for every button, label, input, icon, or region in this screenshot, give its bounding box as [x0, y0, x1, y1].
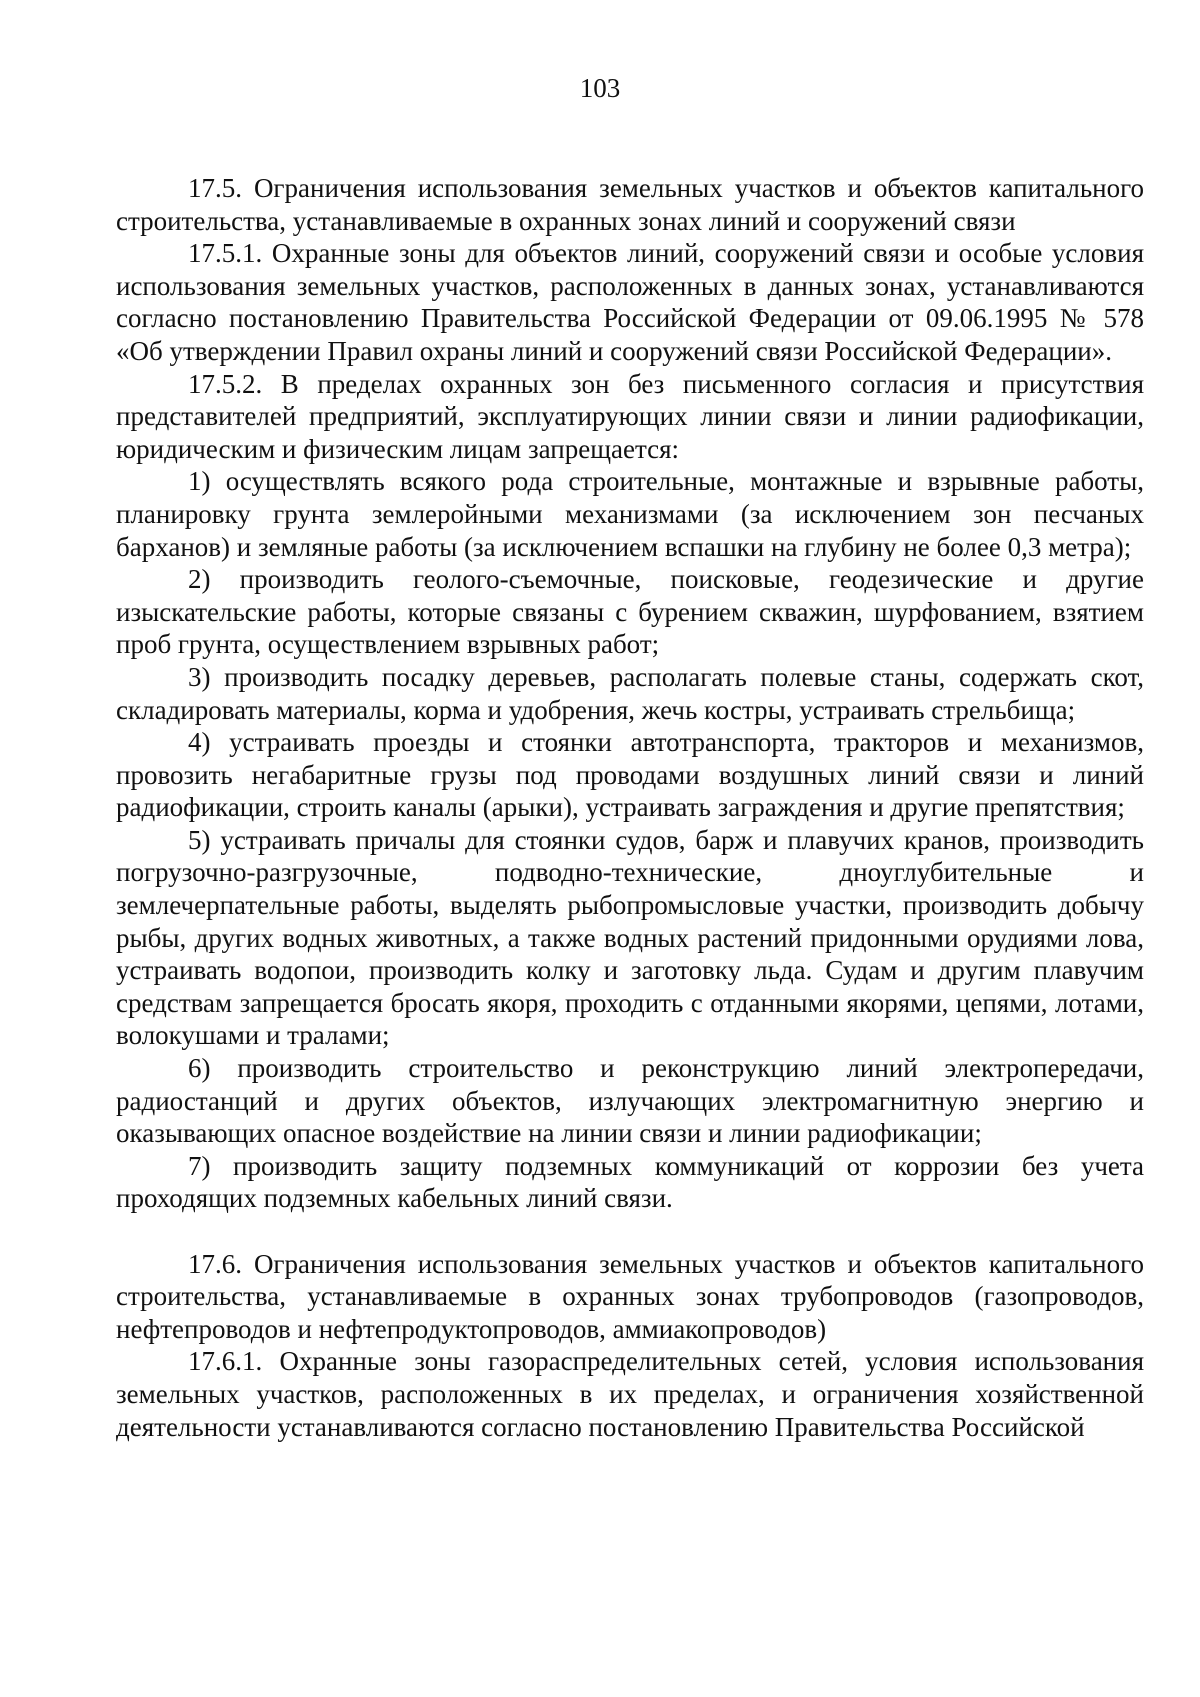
list-item-5: 5) устраивать причалы для стоянки судов, барж и плавучих кранов, производить погрузочно-разгрузочные, подводно-технические, дноуглубительные и землечерпательные работы, выделять рыбопромысловые участки, производить добычу рыбы, других водных животных, а также водных растений придонными орудиями лова, устраивать водопои, производить колку и заготовку льда. Судам и другим плавучим средствам запрещается бросать якоря, проходить с отданными якорями, цепями, лотами, волокушами и тралами;: [116, 824, 1144, 1051]
list-item-6: 6) производить строительство и реконструкцию линий электропередачи, радиостанций и других объектов, излучающих электромагнитную энергию и оказывающих опасное воздействие на линии связи и линии радиофикации;: [116, 1053, 1144, 1149]
list-item-3: 3) производить посадку деревьев, располагать полевые станы, содержать скот, складировать материалы, корма и удобрения, жечь костры, устраивать стрельбища;: [116, 661, 1144, 725]
list-item-4: 4) устраивать проезды и стоянки автотранспорта, тракторов и механизмов, провозить негабаритные грузы под проводами воздушных линий связи и линий радиофикации, строить каналы (арыки), устраивать заграждения и другие препятствия;: [116, 727, 1144, 823]
section-heading-17-6: 17.6. Ограничения использования земельных участков и объектов капитального строительства, устанавливаемые в охранных зонах трубопроводов (газопроводов, нефтепроводов и нефтепродуктопроводов, аммиакопроводов): [116, 1248, 1144, 1344]
section-heading-17-5: 17.5. Ограничения использования земельных участков и объектов капитального строительства, устанавливаемые в охранных зонах линий и сооружений связи: [116, 173, 1144, 236]
list-item-2: 2) производить геолого-съемочные, поисковые, геодезические и другие изыскательские работы, которые связаны с бурением скважин, шурфованием, взятием проб грунта, осуществлением взрывных работ;: [116, 564, 1144, 660]
list-item-7: 7) производить защиту подземных коммуникаций от коррозии без учета проходящих подземных кабельных линий связи.: [116, 1150, 1144, 1214]
page-number: 103: [579, 73, 621, 103]
document-body: [116, 172, 1144, 1443]
list-item-1: 1) осуществлять всякого рода строительные, монтажные и взрывные работы, планировку грунта землеройными механизмами (за исключением зон песчаных барханов) и земляные работы (за исключением вспашки на глубину не более 0,3 метра);: [116, 466, 1144, 562]
paragraph-17-5-2: 17.5.2. В пределах охранных зон без письменного согласия и присутствия представителей предприятий, эксплуатирующих линии связи и линии радиофикации, юридическим и физическим лицам запрещается:: [116, 368, 1144, 464]
paragraph-17-6-1: 17.6.1. Охранные зоны газораспределительных сетей, условия использования земельных участков, расположенных в их пределах, и ограничения хозяйственной деятельности устанавливаются согласно постановлению Правительства Российской: [116, 1346, 1144, 1442]
paragraph-17-5-1: 17.5.1. Охранные зоны для объектов линий, сооружений связи и особые условия использования земельных участков, расположенных в данных зонах, устанавливаются согласно постановлению Правительства Российской Федерации от 09.06.1995 № 578 «Об утверждении Правил охраны линий и сооружений связи Российской Федерации».: [116, 238, 1144, 366]
